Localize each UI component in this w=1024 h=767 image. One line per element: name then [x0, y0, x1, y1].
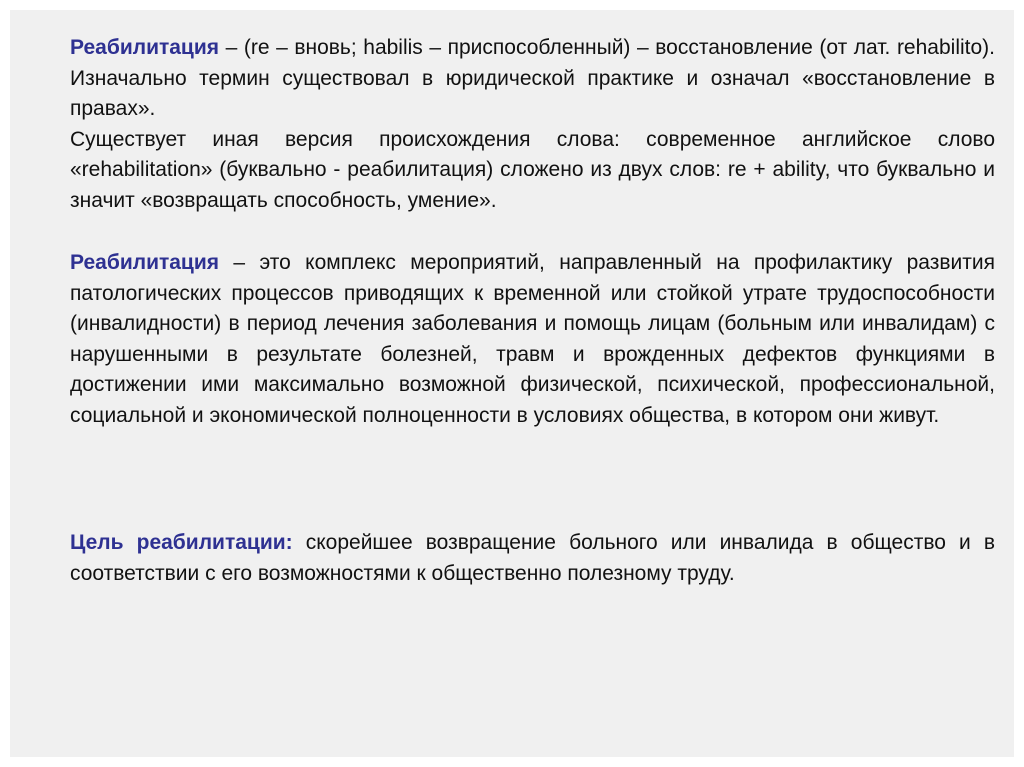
- definition-paragraph: [70, 248, 995, 431]
- intro-block: [70, 33, 995, 216]
- goal-term: Цель реабилитации:: [70, 531, 293, 554]
- intro-paragraph-1: [70, 33, 995, 125]
- definition-text: – это комплекс мероприятий, направленный на профилактику развития патологических процессов приводящих к временной или стойкой утрате трудоспособности (инвалидности) в период лечения заболевания и помощь лицам (больным или инвалидам) с нарушенными в результате болезней, травм и врожденных дефектов функциями в достижении ими максимально возможной физической, психической, профессиональной, социальной и экономической полноценности в условиях общества, в котором они живут.: [70, 251, 995, 427]
- goal-paragraph: [70, 528, 995, 589]
- intro-term: Реабилитация: [70, 36, 220, 59]
- goal-block: [70, 528, 995, 589]
- intro-paragraph-2: Существует иная версия происхождения слова: современное английское слово «rehabilitation» (буквально - реабилитация) сложено из двух слов: re + ability, что буквально и значит «возвращать способность, умение».: [70, 127, 995, 212]
- goal-text: скорейшее возвращение больного или инвалида в общество и в соответствии с его возможностями к общественно полезному труду.: [70, 531, 996, 585]
- definition-block: [70, 248, 995, 431]
- definition-term: Реабилитация: [70, 251, 220, 274]
- intro-paragraph-1-text: – (re – вновь; habilis – приспособленный) – восстановление (от лат. rehabilito). Изначально термин существовал в юридической практике и означал «восстановление в правах».: [70, 36, 995, 120]
